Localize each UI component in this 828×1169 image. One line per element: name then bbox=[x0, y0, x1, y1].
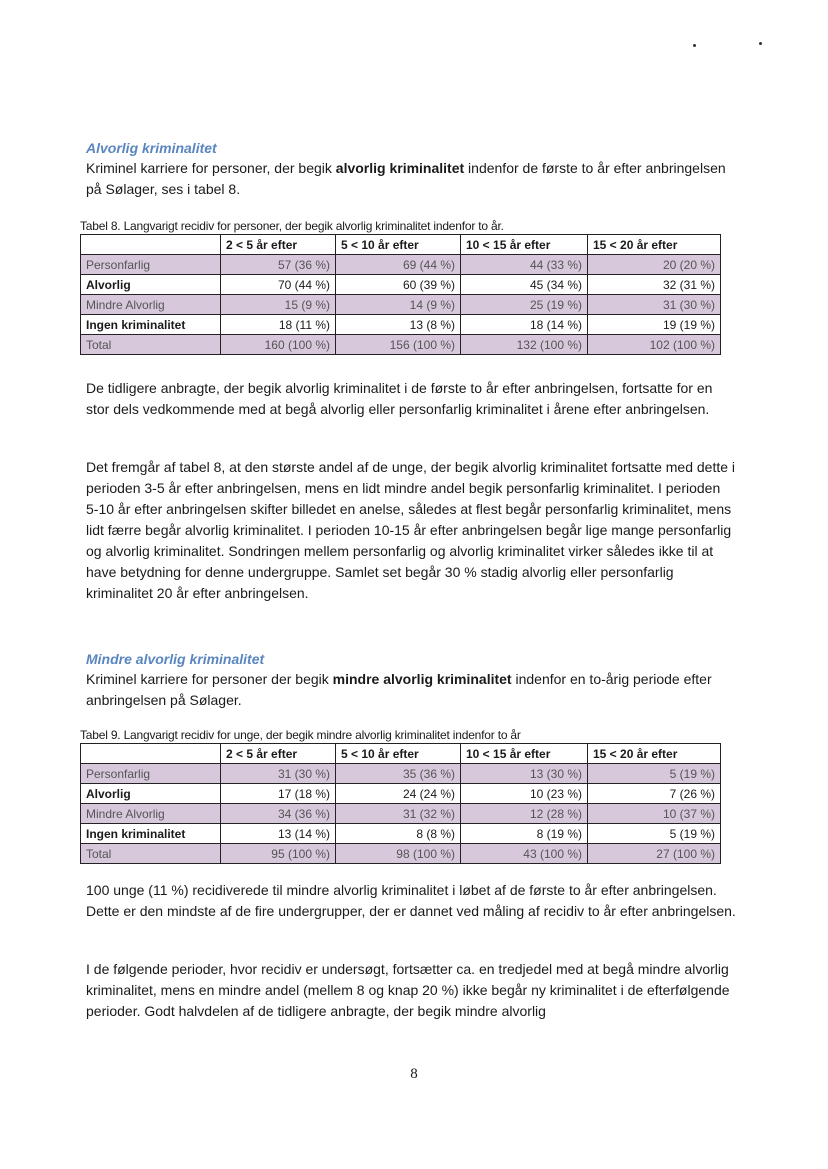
table-cell: 13 (8 %) bbox=[336, 315, 461, 335]
table-cell: 13 (14 %) bbox=[221, 824, 336, 844]
table-cell: 60 (39 %) bbox=[336, 275, 461, 295]
table-8 bbox=[80, 234, 721, 355]
table-row bbox=[81, 824, 721, 844]
row-label: Total bbox=[81, 844, 221, 864]
table-cell: 27 (100 %) bbox=[588, 844, 721, 864]
table-cell: 31 (30 %) bbox=[221, 764, 336, 784]
paragraph-block bbox=[86, 457, 736, 604]
table-cell: 57 (36 %) bbox=[221, 255, 336, 275]
intro-paragraph bbox=[86, 158, 736, 200]
paragraph-block bbox=[86, 959, 736, 1022]
scan-speck bbox=[759, 42, 762, 45]
section-mindre-alvorlig bbox=[86, 651, 736, 711]
table-9 bbox=[80, 743, 721, 864]
table-8-block bbox=[80, 219, 730, 355]
intro-bold: mindre alvorlig kriminalitet bbox=[332, 671, 512, 687]
body-paragraph: 100 unge (11 %) recidiverede til mindre alvorlig kriminalitet i løbet af de første to år efter anbringelsen. Dette er den mindste af de fire undergrupper, der er dannet ved måling af recidiv to år efter anbringelsen. bbox=[86, 882, 736, 919]
table-header-row bbox=[81, 235, 721, 255]
table-cell: 69 (44 %) bbox=[336, 255, 461, 275]
table-cell: 44 (33 %) bbox=[461, 255, 588, 275]
intro-text: Kriminel karriere for personer der begik bbox=[86, 671, 333, 687]
table-caption: Tabel 8. Langvarigt recidiv for personer, der begik alvorlig kriminalitet indenfor to år. bbox=[80, 219, 504, 233]
table-row bbox=[81, 844, 721, 864]
column-header: 15 < 20 år efter bbox=[588, 744, 721, 764]
table-caption: Tabel 9. Langvarigt recidiv for unge, der begik mindre alvorlig kriminalitet indenfor to år bbox=[80, 728, 521, 742]
table-cell: 20 (20 %) bbox=[588, 255, 721, 275]
table-cell: 24 (24 %) bbox=[336, 784, 461, 804]
table-cell: 10 (37 %) bbox=[588, 804, 721, 824]
table-cell: 10 (23 %) bbox=[461, 784, 588, 804]
section-alvorlig bbox=[86, 140, 736, 200]
table-row bbox=[81, 295, 721, 315]
row-label: Ingen kriminalitet bbox=[81, 824, 221, 844]
intro-text: indenfor en to-årig periode efter anbringelsen på Sølager. bbox=[86, 671, 712, 708]
table-cell: 32 (31 %) bbox=[588, 275, 721, 295]
column-header: 10 < 15 år efter bbox=[461, 744, 588, 764]
column-header: 2 < 5 år efter bbox=[221, 744, 336, 764]
table-header-row bbox=[81, 744, 721, 764]
table-cell: 132 (100 %) bbox=[461, 335, 588, 355]
column-header: 5 < 10 år efter bbox=[336, 744, 461, 764]
table-cell: 18 (11 %) bbox=[221, 315, 336, 335]
body-paragraph: Det fremgår af tabel 8, at den største andel af de unge, der begik alvorlig kriminalitet fortsatte med dette i perioden 3-5 år efter anbringelsen, mens en lidt mindre andel begik personfarlig kriminalitet. I perioden 5-10 år efter anbringelsen skifter billedet en anelse, således at flest begår personfarlig kriminalitet, mens lidt færre begår alvorlig kriminalitet. I perioden 10-15 år efter anbringelsen begår lige mange personfarlig og alvorlig kriminalitet. Sondringen mellem personfarlig og alvorlig kriminalitet virker således ikke til at have betydning for denne undergruppe. Samlet set begår 30 % stadig alvorlig eller personfarlig kriminalitet 20 år efter anbringelsen. bbox=[86, 459, 736, 601]
paragraph-block bbox=[86, 880, 736, 922]
table-cell: 15 (9 %) bbox=[221, 295, 336, 315]
scan-speck bbox=[693, 44, 696, 47]
paragraph-block bbox=[86, 378, 736, 420]
table-cell: 13 (30 %) bbox=[461, 764, 588, 784]
table-cell: 31 (32 %) bbox=[336, 804, 461, 824]
table-cell: 17 (18 %) bbox=[221, 784, 336, 804]
intro-text: indenfor de første to år efter anbringelsen på Sølager, ses i tabel 8. bbox=[86, 160, 726, 197]
row-label: Mindre Alvorlig bbox=[81, 295, 221, 315]
table-row bbox=[81, 255, 721, 275]
table-cell: 8 (8 %) bbox=[336, 824, 461, 844]
table-row bbox=[81, 335, 721, 355]
row-label: Mindre Alvorlig bbox=[81, 804, 221, 824]
table-row bbox=[81, 804, 721, 824]
table-cell: 12 (28 %) bbox=[461, 804, 588, 824]
section-heading: Mindre alvorlig kriminalitet bbox=[86, 651, 265, 667]
column-header: 15 < 20 år efter bbox=[588, 235, 721, 255]
table-row bbox=[81, 275, 721, 295]
page-number: 8 bbox=[410, 1066, 418, 1082]
column-header: 2 < 5 år efter bbox=[221, 235, 336, 255]
table-9-block bbox=[80, 728, 730, 864]
table-row bbox=[81, 784, 721, 804]
table-cell: 7 (26 %) bbox=[588, 784, 721, 804]
table-cell: 25 (19 %) bbox=[461, 295, 588, 315]
column-header bbox=[81, 235, 221, 255]
table-cell: 5 (19 %) bbox=[588, 764, 721, 784]
column-header: 5 < 10 år efter bbox=[336, 235, 461, 255]
column-header bbox=[81, 744, 221, 764]
row-label: Alvorlig bbox=[81, 784, 221, 804]
table-cell: 43 (100 %) bbox=[461, 844, 588, 864]
intro-text: Kriminel karriere for personer, der begik bbox=[86, 160, 336, 176]
table-cell: 8 (19 %) bbox=[461, 824, 588, 844]
intro-bold: alvorlig kriminalitet bbox=[335, 160, 465, 176]
table-cell: 19 (19 %) bbox=[588, 315, 721, 335]
column-header: 10 < 15 år efter bbox=[461, 235, 588, 255]
row-label: Total bbox=[81, 335, 221, 355]
table-cell: 102 (100 %) bbox=[588, 335, 721, 355]
table-cell: 14 (9 %) bbox=[336, 295, 461, 315]
table-cell: 34 (36 %) bbox=[221, 804, 336, 824]
table-row bbox=[81, 764, 721, 784]
table-cell: 45 (34 %) bbox=[461, 275, 588, 295]
table-cell: 95 (100 %) bbox=[221, 844, 336, 864]
table-cell: 156 (100 %) bbox=[336, 335, 461, 355]
row-label: Alvorlig bbox=[81, 275, 221, 295]
table-cell: 35 (36 %) bbox=[336, 764, 461, 784]
section-heading: Alvorlig kriminalitet bbox=[86, 140, 217, 156]
body-paragraph: De tidligere anbragte, der begik alvorlig kriminalitet i de første to år efter anbringelsen, fortsatte for en stor dels vedkommende med at begå alvorlig eller personfarlig kriminalitet i årene efter anbringelsen. bbox=[86, 380, 713, 417]
intro-paragraph bbox=[86, 669, 736, 711]
table-cell: 98 (100 %) bbox=[336, 844, 461, 864]
table-row bbox=[81, 315, 721, 335]
table-cell: 70 (44 %) bbox=[221, 275, 336, 295]
row-label: Ingen kriminalitet bbox=[81, 315, 221, 335]
table-cell: 31 (30 %) bbox=[588, 295, 721, 315]
row-label: Personfarlig bbox=[81, 255, 221, 275]
table-cell: 160 (100 %) bbox=[221, 335, 336, 355]
table-cell: 5 (19 %) bbox=[588, 824, 721, 844]
row-label: Personfarlig bbox=[81, 764, 221, 784]
table-cell: 18 (14 %) bbox=[461, 315, 588, 335]
body-paragraph: I de følgende perioder, hvor recidiv er undersøgt, fortsætter ca. en tredjedel med at begå mindre alvorlig kriminalitet, mens en mindre andel (mellem 8 og knap 20 %) ikke begår ny kriminalitet i de efterfølgende perioder. Godt halvdelen af de tidligere anbragte, der begik mindre alvorlig bbox=[86, 961, 730, 1019]
